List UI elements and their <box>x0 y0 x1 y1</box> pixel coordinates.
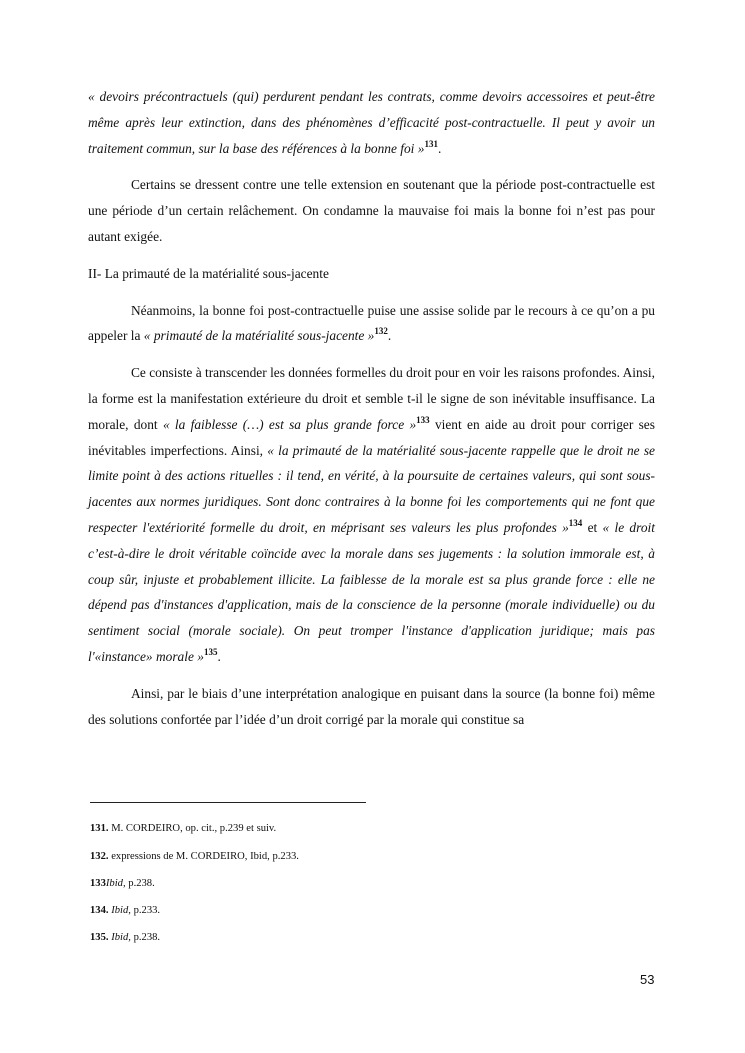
punctuation: . <box>437 140 442 156</box>
footnote-134 <box>90 904 160 918</box>
footnote-135 <box>90 931 160 945</box>
footnote-number: 132. <box>90 851 109 862</box>
footnote-number: 133 <box>90 878 106 889</box>
footnote-ibid: Ibid, <box>105 878 126 889</box>
punctuation: . <box>217 648 221 664</box>
paragraph-morale <box>88 360 655 670</box>
footnote-ref[interactable]: 132 <box>374 326 388 337</box>
text: vient en aide au droit pour corriger ses inévitables imperfections. Ainsi, <box>88 416 655 458</box>
text: Ce consiste à transcender les données formelles du droit pour en voir les raisons profondes. Ainsi, la forme est la manifestation extérieure du droit et semble t-il le signe de son inévitable insuffisance. La morale, dont <box>88 365 655 432</box>
footnote-text: M. CORDEIRO, op. cit., p.239 et suiv. <box>111 823 277 834</box>
punctuation: . <box>387 328 392 344</box>
footnote-ibid: Ibid <box>111 905 129 916</box>
text: et <box>587 519 598 535</box>
footnote-separator <box>90 802 366 803</box>
footnote-ref[interactable]: 135 <box>203 646 218 657</box>
footnote-ref[interactable]: 131 <box>424 138 438 149</box>
section-heading: II- La primauté de la matérialité sous-jacente <box>88 265 329 281</box>
footnote-133 <box>90 877 155 891</box>
quote-text: « primauté de la matérialité sous-jacente » <box>143 328 375 344</box>
footnote-ibid: Ibid, <box>111 932 131 943</box>
footnote-ref[interactable]: 134 <box>568 517 583 528</box>
quote-text: « devoirs précontractuels (qui) perdurent pendant les contrats, comme devoirs accessoires et peut-être même après leur extinction, dans des phénomènes d’efficacité post-contractuelle. Il peut y avoir un traitement commun, sur la base des références à la bonne foi » <box>88 89 655 156</box>
footnote-number: 135. <box>90 932 109 943</box>
page-number: 53 <box>640 972 655 987</box>
footnote-text: p.238. <box>128 878 155 889</box>
footnote-number: 134. <box>90 905 109 916</box>
footnote-text: p.238. <box>133 932 161 943</box>
text: Néanmoins, la bonne foi post-contractuelle puise une assise solide par le recours à ce qu’on a pu appeler la <box>88 302 655 344</box>
quote-text: « le droit c’est-à-dire le droit véritable coïncide avec la morale dans ses jugements : la solution immorale est, à coup sûr, injuste et probablement illicite. La faiblesse de la morale est sa plus grande force : elle ne dépend pas d'instances d'application, mais de la conscience de la personne (morale individuelle) ou du sentiment social (morale sociale). On peut tromper l'instance d'application juridique; mais pas l'«instance» morale » <box>88 519 655 664</box>
quote-text: « la primauté de la matérialité sous-jacente rappelle que le droit ne se limite point à des actions rituelles : il tend, en vérité, à la poursuite de certaines valeurs, qui sont sous-jacentes aux normes juridiques. Sont donc contraires à la bonne foi les comportements qui ne font que respecter l'extériorité formelle du droit, en méprisant ses valeurs les plus profondes » <box>88 442 655 535</box>
paragraph-extension: Certains se dressent contre une telle extension en soutenant que la période post-contractuelle est une période d’un certain relâchement. On condamne la mauvaise foi mais la bonne foi n’est pas pour autant exigée. <box>88 177 655 244</box>
paragraph-ainsi: Ainsi, par le biais d’une interprétation analogique en puisant dans la source (la bonne foi) même des solutions confortée par l’idée d’un droit corrigé par la morale qui constitue sa <box>88 685 655 727</box>
footnote-text: , p.233. <box>128 905 161 916</box>
paragraph-quote-cordeiro <box>88 84 655 161</box>
footnote-number: 131. <box>90 823 109 834</box>
quote-text: « la faiblesse (…) est sa plus grande force » <box>162 416 417 432</box>
paragraph-primaute <box>88 298 655 350</box>
page-body <box>88 84 655 732</box>
footnote-132 <box>90 850 299 864</box>
footnote-text: expressions de M. CORDEIRO, Ibid, p.233. <box>111 851 299 862</box>
footnote-131 <box>90 822 276 836</box>
footnote-ref[interactable]: 133 <box>416 414 430 425</box>
